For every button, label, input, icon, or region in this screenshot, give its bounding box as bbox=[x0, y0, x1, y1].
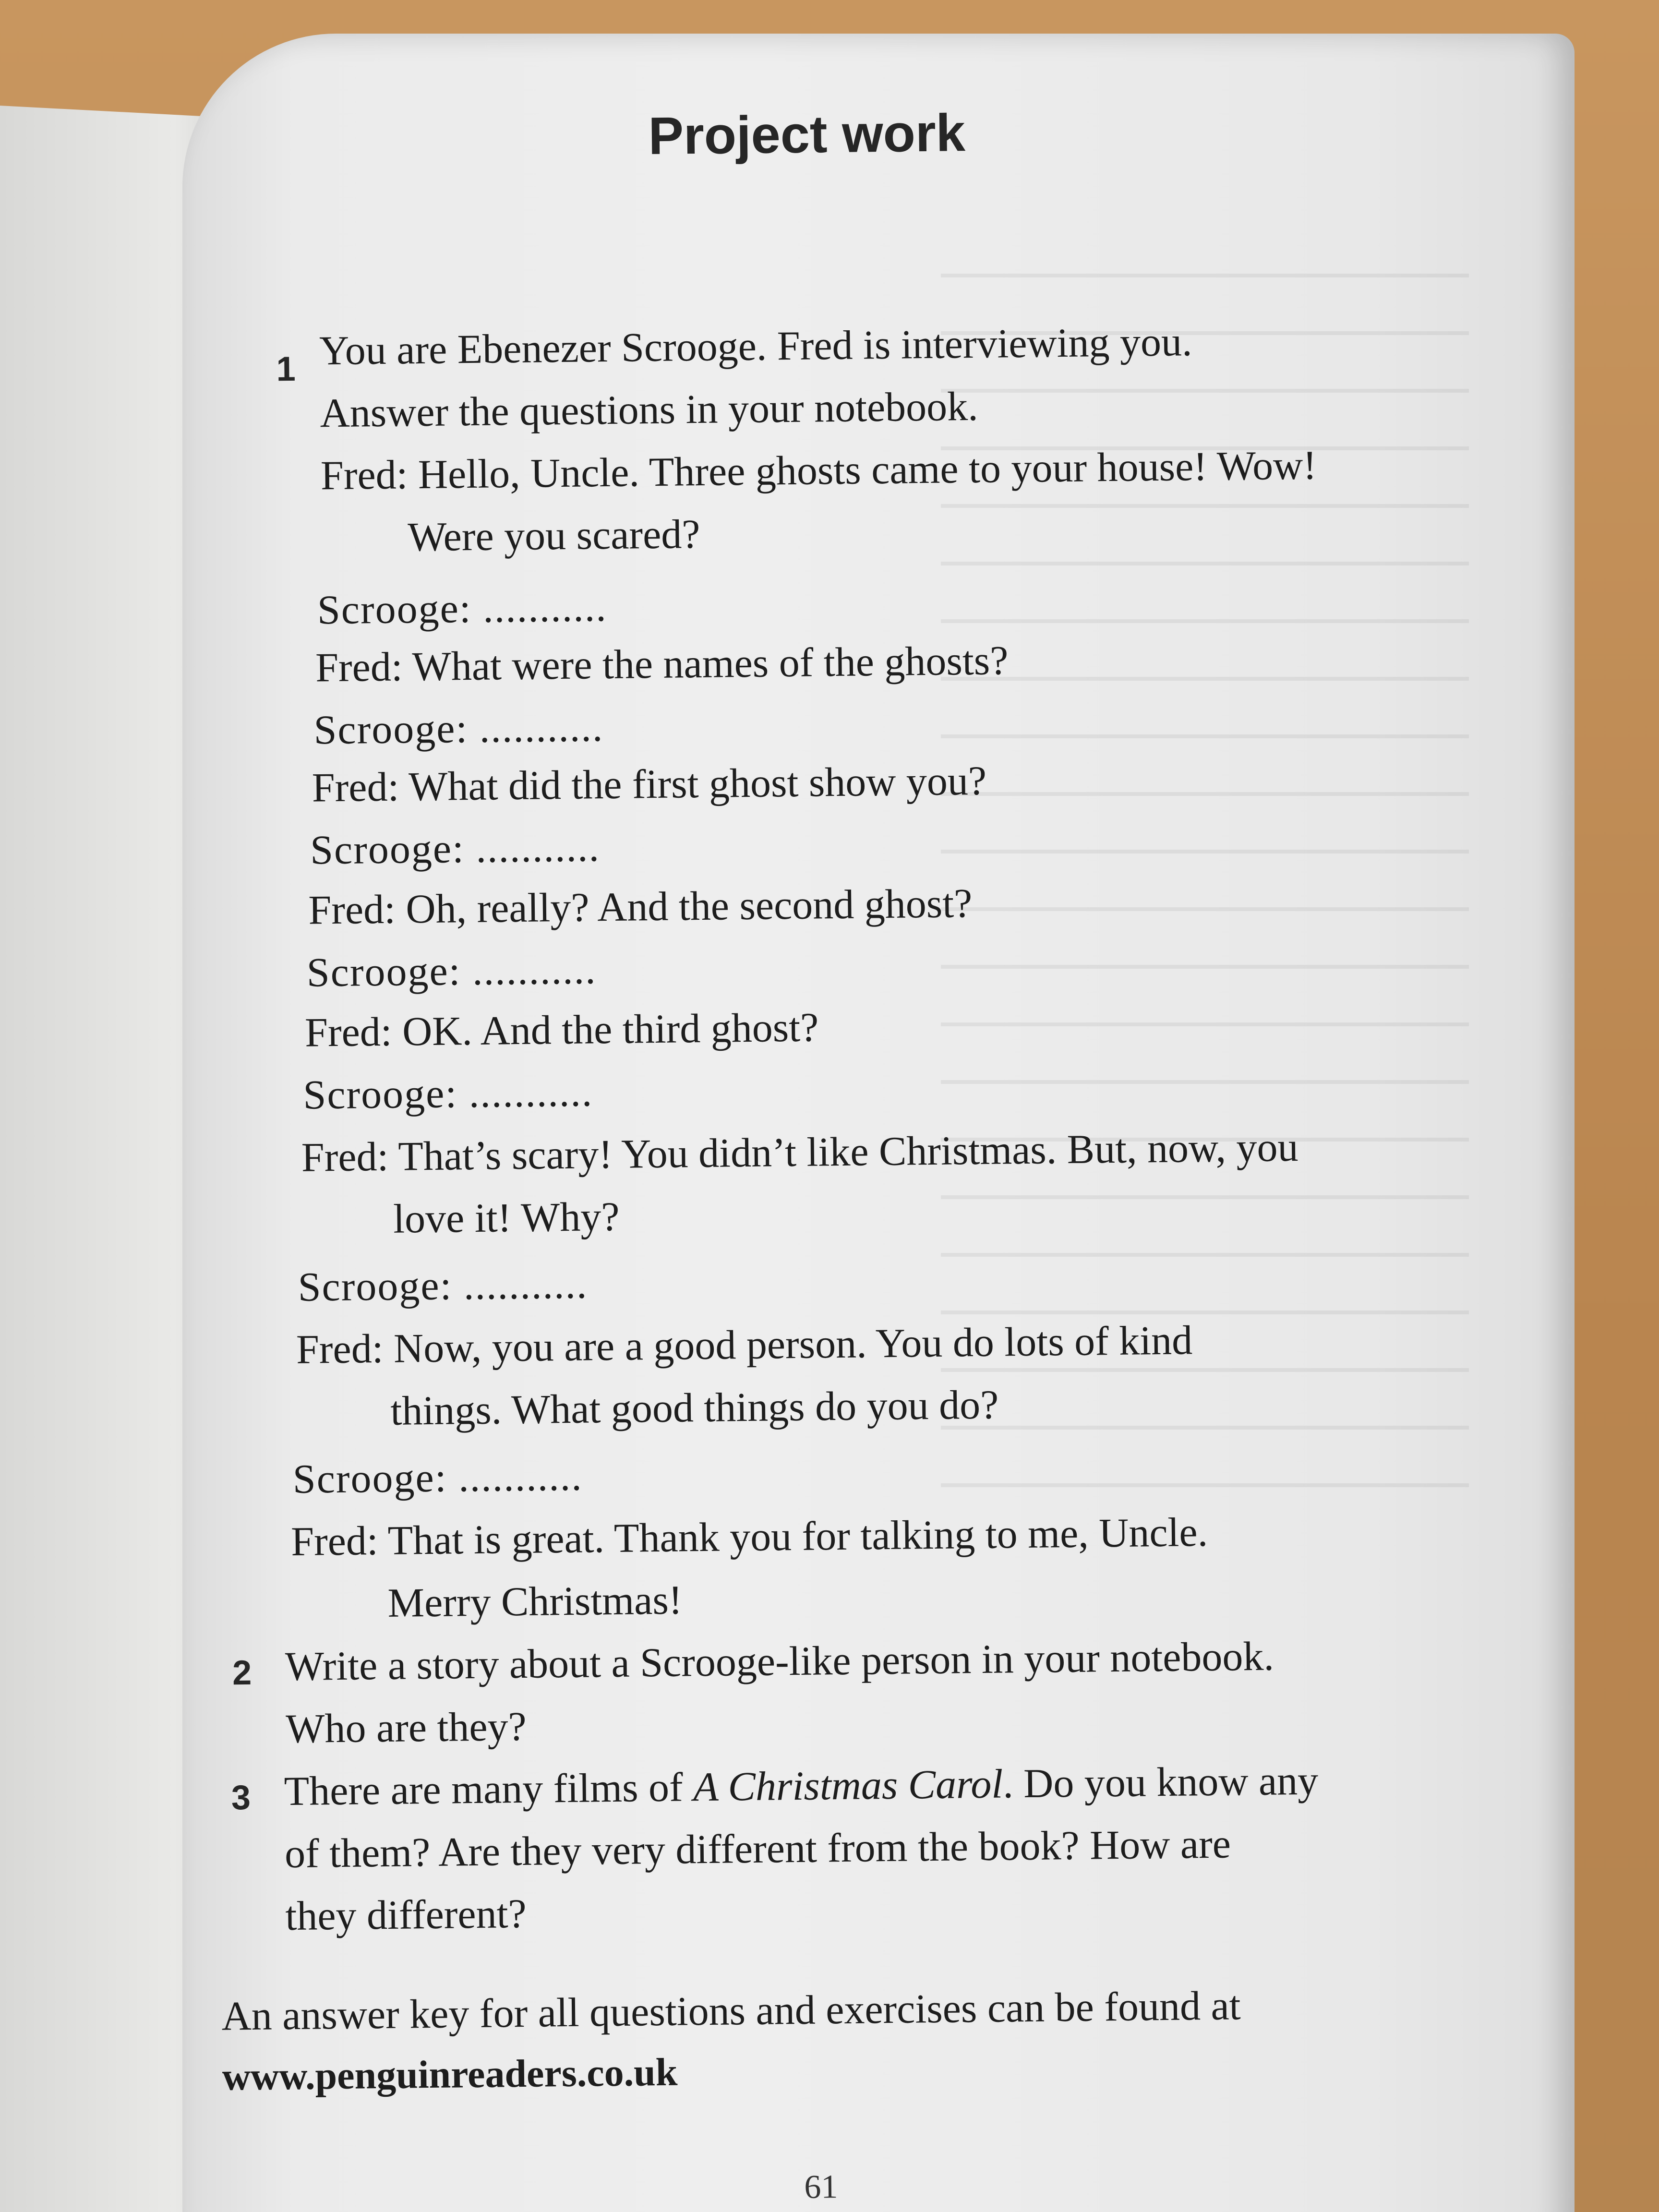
dialogue-fred-8-cont: Merry Christmas! bbox=[387, 1576, 683, 1626]
page-number: 61 bbox=[804, 2168, 838, 2206]
dialogue-fred-6-cont: love it! Why? bbox=[393, 1193, 620, 1242]
dialogue-fred-3: Fred: What did the first ghost show you? bbox=[312, 757, 987, 811]
book-title-italic: A Christmas Carol bbox=[693, 1760, 1003, 1810]
q2-line1: Write a story about a Scrooge-like person in your notebook. bbox=[285, 1633, 1274, 1690]
dialogue-scrooge-5: Scrooge: ........... bbox=[302, 1069, 593, 1118]
q3-line1 bbox=[284, 1757, 1319, 1815]
dialogue-scrooge-4: Scrooge: ........... bbox=[306, 946, 597, 996]
dialogue-fred-4: Fred: Oh, really? And the second ghost? bbox=[308, 880, 973, 933]
dialogue-scrooge-3: Scrooge: ........... bbox=[310, 824, 601, 873]
page-title: Project work bbox=[648, 103, 966, 166]
question-number-2: 2 bbox=[232, 1653, 252, 1693]
question-number-3: 3 bbox=[231, 1778, 251, 1817]
q1-intro-line1: You are Ebenezer Scrooge. Fred is interviewing you. bbox=[319, 318, 1192, 374]
dialogue-scrooge-1: Scrooge: ........... bbox=[317, 584, 608, 633]
dialogue-fred-5: Fred: OK. And the third ghost? bbox=[304, 1004, 819, 1056]
dialogue-fred-2: Fred: What were the names of the ghosts? bbox=[315, 637, 1009, 691]
dialogue-scrooge-6: Scrooge: ........... bbox=[298, 1261, 588, 1310]
dialogue-fred-1-cont: Were you scared? bbox=[407, 510, 700, 560]
q3-line1-end: . Do you know any bbox=[1002, 1757, 1319, 1807]
dialogue-fred-6: Fred: That’s scary! You didn’t like Christmas. But, now, you bbox=[301, 1123, 1298, 1180]
answer-key-url[interactable]: www.penguinreaders.co.uk bbox=[222, 2050, 678, 2099]
dialogue-fred-8: Fred: That is great. Thank you for talking to me, Uncle. bbox=[290, 1509, 1208, 1565]
q3-line2: of them? Are they very different from the book? How are bbox=[284, 1820, 1231, 1877]
dialogue-fred-1: Fred: Hello, Uncle. Three ghosts came to your house! Wow! bbox=[320, 442, 1317, 499]
q2-line2: Who are they? bbox=[285, 1703, 527, 1752]
dialogue-fred-7-cont: things. What good things do you do? bbox=[390, 1381, 999, 1434]
q1-intro-line2: Answer the questions in your notebook. bbox=[320, 383, 979, 436]
dialogue-fred-7: Fred: Now, you are a good person. You do lots of kind bbox=[296, 1317, 1193, 1372]
q3-line3: they different? bbox=[285, 1890, 527, 1939]
question-number-1: 1 bbox=[276, 349, 296, 389]
dialogue-scrooge-2: Scrooge: ........... bbox=[313, 704, 604, 753]
q3-line1-start: There are many films of bbox=[284, 1764, 694, 1815]
answer-key-note: An answer key for all questions and exercises can be found at bbox=[221, 1982, 1241, 2039]
dialogue-scrooge-7: Scrooge: ........... bbox=[292, 1453, 583, 1502]
